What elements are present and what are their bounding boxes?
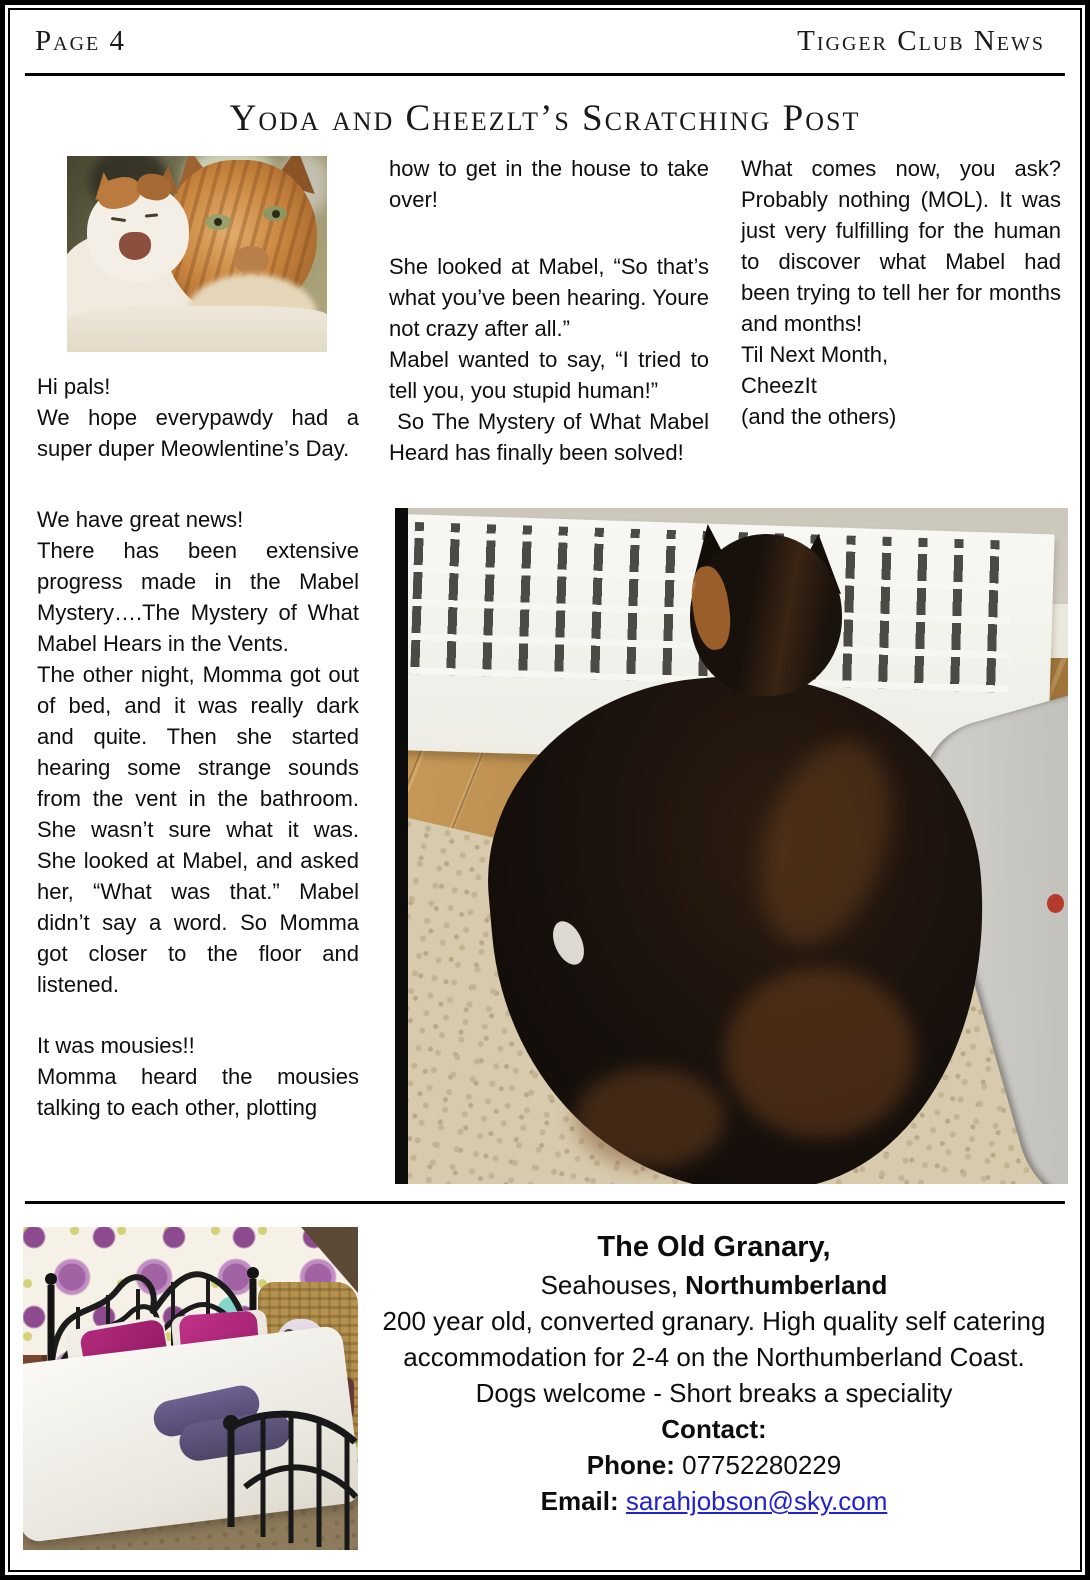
article-title: Yoda and Cheezlt’s Scratching Post [229,98,861,139]
advert-title: The Old Granary, [597,1231,831,1263]
paragraph: Til Next Month, [741,342,889,367]
paragraph: She looked at Mabel, “So that’s what you’ve been hearing. Youre not crazy after all.” [389,254,709,341]
email-link[interactable]: sarahjobson@sky.com [625,1486,888,1516]
paragraph: The other night, Momma got out of bed, and it was really dark and quite. Then she started hearing some strange sounds from the vent in the bathroom. She wasn’t sure what it was. She looked at Mabel, and asked her, “What was that.” Mabel didn’t say a word. So Momma got closer to the floor and listened. [37,662,359,997]
cat-fur-patch [725,968,915,1138]
newsletter-brand: Tigger Club News [797,25,1045,57]
paragraph: It was mousies!! [37,1033,195,1058]
advert-location [361,1267,1067,1303]
page-number: Page 4 [35,25,126,57]
paragraph: how to get in the house to take over! [389,156,709,212]
advert-tagline: Dogs welcome - Short breaks a speciality [475,1378,953,1408]
paragraph: (and the others) [741,404,897,429]
paragraph: CheezIt [741,373,817,398]
advert-email [361,1483,1067,1519]
advert-contact-heading: Contact: [661,1414,767,1444]
article-column-2 [389,153,709,468]
header-rule [25,73,1065,76]
bedroom-photo [23,1227,358,1550]
cats-photo [67,156,327,352]
paragraph: There has been extensive progress made in the Mabel Mystery….The Mystery of What Mabel Hears in the Vents. [37,538,359,656]
phone-number: 07752280229 [682,1450,842,1480]
paragraph: Momma heard the mousies talking to each other, plotting [37,1064,359,1120]
article-column-1 [37,371,359,1123]
paragraph: So The Mystery of What Mabel Heard has finally been solved! [389,409,709,465]
email-label: Email: [540,1486,626,1516]
orange-cat-muzzle [233,246,269,274]
bedding [67,306,327,352]
cat-vent-photo [395,508,1068,1184]
white-cat-nose [119,232,151,260]
paragraph: We have great news! [37,507,244,532]
paragraph: Hi pals! [37,374,111,399]
cat-fur-patch [575,1068,725,1168]
paragraph: Mabel wanted to say, “I tried to tell you, you stupid human!” [389,347,709,403]
paragraph: We hope everypawdy had a super duper Meowlentine’s Day. [37,405,359,461]
advert-phone [361,1447,1067,1483]
advert-old-granary [361,1227,1067,1519]
advert-location-prefix: Seahouses, [540,1270,686,1300]
article-column-3 [741,153,1061,432]
paragraph: What comes now, you ask? Probably nothing (MOL). It was just very fulfilling for the human to discover what Mabel had been trying to tell her for months and months! [741,156,1061,336]
orange-cat-eye [205,214,231,230]
advert-description: 200 year old, converted granary. High quality self catering accommodation for 2-4 on the Northumberland Coast. [382,1306,1046,1372]
section-divider [25,1201,1065,1204]
advert-location-bold: Northumberland [685,1270,888,1300]
red-object [1047,894,1064,913]
photo-edge-strip [395,508,408,1184]
iron-footboard [23,1227,358,1550]
orange-cat-eye [263,206,287,221]
phone-label: Phone: [586,1450,683,1480]
